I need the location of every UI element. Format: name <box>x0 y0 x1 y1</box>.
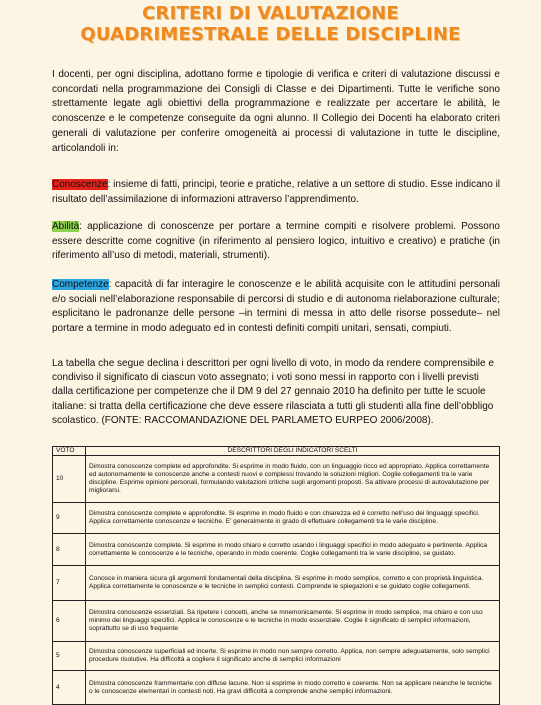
descriptor-cell: Dimostra conoscenze complete. Si esprime in modo chiaro e corretto usando i linguaggi specifici in modo adeguato e pertinente. Applica correttamente le conoscenze e le tecniche, operando in modo coerente. Coglie collegamenti tra le varie discipline, se guidato. <box>86 534 500 566</box>
grade-cell: 7 <box>53 566 86 601</box>
abilita-term: Abilità <box>52 221 80 232</box>
grade-cell: 6 <box>53 601 86 642</box>
conoscenze-term: Conoscenze <box>52 179 108 190</box>
grade-cell: 9 <box>53 503 86 534</box>
table-intro-paragraph: La tabella che segue declina i descrittori per ogni livello di voto, in modo da rendere comprensibile e condiviso il significato di ciascun voto assegnato; i voti sono messi in rapporto con i livelli previsti dalla certificazione per competenze che il DM 9 del 27 gennaio 2010 ha definito per tutte le scuole italiane: si tratta della certificazione che deve essere rilasciata a tutti gli studenti alla fine dell’obbligo scolastico. (FONTE: RACCOMANDAZIONE DEL PARLAMETO EURPEO 2006/2008). <box>52 358 494 426</box>
table-row <box>53 534 500 566</box>
competenze-term: Competenze <box>52 279 109 290</box>
table-row <box>53 566 500 601</box>
intro-paragraph: I docenti, per ogni disciplina, adottano forme e tipologie di verifica e criteri di valutazione discussi e concordati nella programmazione dei Consigli di Classe e dei Dipartimenti. Tutte le verifiche sono strettamente legate agli obiettivi della programmazione e realizzate per accertare le abilità, le conoscenze e le competenze conseguite da ogni alunno. Il Collegio dei Docenti ha elaborato criteri generali di valutazione per conferire omogeneità ai processi di valutazione in tutte le discipline, articolandoli in: <box>52 69 500 154</box>
table-row <box>53 671 500 705</box>
grade-cell: 4 <box>53 671 86 705</box>
descriptor-cell: Dimostra conoscenze superficiali ed incerte. Si esprime in modo non sempre corretto. Applica, non sempre adeguatamente, solo semplici procedure risolutive. Ha difficoltà a cogliere il significato anche di semplici informazioni <box>86 642 500 671</box>
descriptor-cell: Dimostra conoscenze frammentarie con diffuse lacune. Non si esprime in modo corretto e coerente. Non sa applicare neanche le tecniche o le conoscenze elementari in contesti noti. Ha gravi difficoltà a comprende anche semplici informazioni. <box>86 671 500 705</box>
grade-cell: 8 <box>53 534 86 566</box>
grade-cell: 10 <box>53 456 86 503</box>
title-line-1: CRITERI DI VALUTAZIONE <box>142 3 399 24</box>
grading-table <box>52 446 500 705</box>
grade-cell: 5 <box>53 642 86 671</box>
abilita-paragraph <box>52 220 500 264</box>
conoscenze-text: : insieme di fatti, principi, teorie e pratiche, relative a un settore di studio. Esse indicano il risultato dell’assimilazione di informazioni attraverso l’apprendimento. <box>52 179 501 205</box>
competenze-text: : capacità di far interagire le conoscenze e le abilità acquisite con le attitudini personali e/o sociali nell’elaborazione responsabile di percorsi di studio e di autonoma rielaborazione culturale; esplicitano le padronanze delle persone –in termini di messa in atto delle risorse possedute– nel portare a termine in modo adeguato ed in contesti definiti compiti unitari, sensati, compiuti. <box>52 279 500 335</box>
descriptor-cell: Dimostra conoscenze essenziali. Sa ripetere i concetti, anche se mnemonicamente. Si esprime in modo semplice, ma chiaro e con uso minimo dei linguaggi specifici. Applica le conoscenze e le tecniche in modo essenziale. Coglie il significato di semplici informazioni, soprattutto se di uso frequente <box>86 601 500 642</box>
abilita-text: : applicazione di conoscenze per portare a termine compiti e risolvere problemi. Possono essere descritte come cognitive (in riferimento al pensiero logico, intuitivo e creativo) e pratiche (in riferimento all’uso di metodi, materiali, strumenti). <box>52 221 500 262</box>
conoscenze-paragraph <box>52 178 500 207</box>
descriptor-cell: Conosce in maniera sicura gli argomenti fondamentali della disciplina. Si esprime in modo semplice, corretto e con proprietà linguistica. Applica correttamente le conoscenze e le tecniche in semplici contesti. Comprende le spiegazioni e se guidato coglie collegamenti. <box>86 566 500 601</box>
table-row <box>53 456 500 503</box>
table-row <box>53 601 500 642</box>
table-row <box>53 642 500 671</box>
title-line-2: QUADRIMESTRALE DELLE DISCIPLINE <box>80 24 461 45</box>
table-row <box>53 503 500 534</box>
descriptor-cell: Dimostra conoscenze complete ed approfondite. Si esprime in modo fluido, con un linguaggio ricco ed appropriato. Applica correttamente ed autonomamente le conoscenze anche a contesti nuovi e complessi trovando le soluzioni migliori. Coglie collegamenti tra le varie discipline. Esprime opinioni personali, formulando valutazioni critiche sugli argomenti proposti. Sa attivare processi di autovalutazione per migliorarsi. <box>86 456 500 503</box>
competenze-paragraph <box>52 278 500 337</box>
table-header-row <box>53 447 500 456</box>
header-voto: VOTO <box>53 447 86 456</box>
header-descrittori: DESCRITTORI DEGLI INDICATORI SCELTI <box>86 447 500 456</box>
descriptor-cell: Dimostra conoscenze complete e approfondite. Si esprime in modo fluido e con chiarezza ed è corretto nell’uso dei linguaggi specifici. Applica correttamente conoscenze e tecniche. E’ generalmente in grado di effettuare collegamenti tra le varie discipline. <box>86 503 500 534</box>
